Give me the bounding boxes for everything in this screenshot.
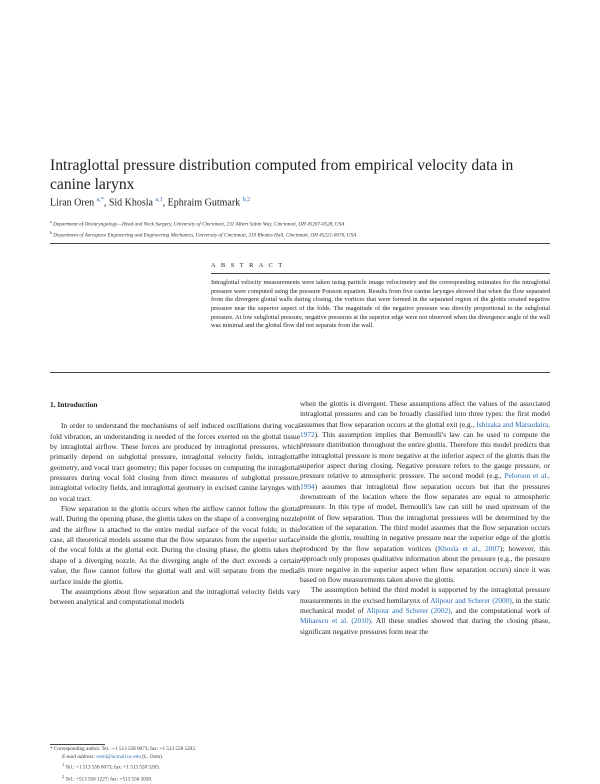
footnote-mark: * <box>50 746 53 752</box>
article-title: Intraglottal pressure distribution computed from empirical velocity data in canine larynx <box>50 157 514 193</box>
author-marks[interactable]: a,1 <box>155 197 163 203</box>
abstract-heading: A B S T R A C T <box>211 262 285 269</box>
affiliation <box>50 218 550 229</box>
paragraph: In order to understand the mechanisms of self induced oscillations during vocal fold vibration, an understanding is needed of the forces exerted on the glottal tissue by intraglottal airflow. These forces are produced by intraglottal pressures, which primarily depend on subglottal pressure, intraglottal velocity fields, intraglottal geometry, and vocal tract geometry; this paper focuses on computing the intraglottal pressures during vocal fold closing from direct measures of subglottal pressure, intraglottal velocity fields, and intraglottal geometry in excised canine larynges with no vocal tract. <box>50 421 300 503</box>
paragraph <box>300 399 550 585</box>
header-divider <box>50 243 550 244</box>
footnote-text: Corresponding author. Tel.: +1 513 558 0073; fax: +1 513 558 5203. <box>53 746 197 752</box>
citation-link[interactable]: Pelorson et al., 1994 <box>300 471 550 491</box>
citation-link[interactable]: Khosla et al., 2007 <box>437 543 500 553</box>
text-run: , and the computational work of <box>450 605 550 615</box>
paragraph <box>300 585 550 637</box>
author-marks[interactable]: b,2 <box>242 197 251 203</box>
author-name[interactable]: Ephraim Gutmark <box>167 197 241 209</box>
affiliation <box>50 229 550 240</box>
affiliation-mark: a <box>50 219 52 224</box>
right-column <box>300 399 550 637</box>
text-run: ). This assumption implies that Bernoulli's law can be used to compute the pressure distribution throughout the entire glottis. Therefore this model predicts that the intraglottal pressure is more negative at the inferior aspect of the glottis than the superior aspect during closing. Negative pressure refers to the gauge pressure, or pressure relative to atmospheric pressure. The second model (e.g., <box>300 430 550 481</box>
affiliation-text: Department of Aerospace Engineering and Engineering Mechanics, University of Cincinnati, 310 Rhodes Hall, Cincinnati, OH 45221-0070, USA <box>53 233 357 240</box>
author-name[interactable]: Sid Khosla <box>108 197 153 209</box>
footnotes <box>50 746 290 784</box>
affiliation-mark: b <box>50 230 52 236</box>
citation-link[interactable]: Alipour and Scherer (2002) <box>366 605 451 615</box>
text-run: ); however, this approach only proposes qualitative information about the pressure (e.g., the pressure is more negative in the superior aspect when flow separation occurs) since it was based on flow measurements taken above the glottis. <box>300 543 550 584</box>
text-run: , in the static mechanical model of <box>300 595 551 615</box>
text-run: when the glottis is divergent. These assumptions affect the values of the associated intraglottal pressures and can be broadly classified into three types: the first model assumes that flow separation occurs at the glottal exit (e.g., <box>300 399 550 429</box>
email-suffix: (L. Oren). <box>142 753 164 760</box>
footnote <box>50 761 290 772</box>
citation-link[interactable]: Alipour and Scherer (2000) <box>430 595 512 605</box>
affiliations <box>50 218 550 241</box>
footnote-mark: 1 <box>62 762 65 768</box>
footnote <box>50 773 290 784</box>
paragraph: Flow separation in the glottis occurs when the airflow cannot follow the glottal wall. During the opening phase, the glottis takes on the shape of a converging nozzle and the airflow is attached to the entire medial surface of the vocal folds; in this case, all theoretical models assume that the flow separates from the superior surface of the vocal folds at the glottal exit. During the closing phase, the glottis takes the shape of a diverging nozzle. As the diverging angle of the duct exceeds a certain value, the flow cannot follow the glottal wall and will separate from the medial surface inside the glottis. <box>50 504 300 586</box>
author-list: Liran Oren $^{a,*}$, Sid Khosla $^{a,1}$, Ephraim Gutmark $^{b,2}$ <box>50 197 251 209</box>
affiliation-text: Department of Otolaryngology—Head and Neck Surgery, University of Cincinnati, 231 Albert Sabin Way, Cincinnati, OH 45267-0528, USA <box>53 221 345 228</box>
email-label: E-mail address: <box>62 753 96 760</box>
author-marks[interactable]: a,* <box>96 197 104 203</box>
text-run: . All these studies showed that during the closing phase, significant negative pressures form near the <box>300 616 550 636</box>
footnote-divider <box>50 744 105 745</box>
footnote <box>50 746 290 754</box>
email-link[interactable]: orenl@ucmail.uc.edu <box>96 753 141 760</box>
author-name[interactable]: Liran Oren <box>50 197 95 209</box>
abstract-divider <box>211 273 550 274</box>
text-run: ) assumes that intraglottal flow separation occurs but that the pressures downstream of the location where the flow separates are equal to atmospheric pressure. In this type of model, Bernoulli's law can still be used upstream of the point of flow separation. Thus the intraglottal pressures will be determined by the location of the separation. The third model assumes that the flow separation occurs inside the glottis, resulting in negative pressure near the superior edge of the glottis produced by the flow separation vortices ( <box>300 481 550 553</box>
text-run: The assumption behind the third model is supported by the intraglottal pressure measurements in the excised hemilarynx of <box>300 585 550 605</box>
citation-link[interactable]: Mihaescu et al. (2010) <box>300 616 372 626</box>
body-divider <box>50 372 550 373</box>
footnote-email <box>50 754 290 762</box>
citation-link[interactable]: Ishizaka and Matsudaira, 1972 <box>300 419 550 440</box>
footnote-mark: 2 <box>62 773 65 779</box>
footnote-text: Tel.: +1 513 558 0073; fax: +1 513 558 5203. <box>65 764 161 771</box>
paragraph: The assumptions about flow separation and the intraglottal velocity fields vary between analytical and computational models <box>50 586 300 607</box>
footnote-text: Tel.: +513 556 1227; fax: +513 556 5038. <box>65 776 153 783</box>
left-column <box>50 400 300 608</box>
section-heading: 1. Introduction <box>50 400 98 409</box>
abstract-text: Intraglottal velocity measurements were taken using particle image velocimetry and the corresponding estimates for the intraglottal pressure were computed using the pressure Poisson equation. Results from five canine larynges showed that when the flow separated from the divergent glottal walls during closing, the vortices that were formed in the separated region of the glottis created negative pressure near the superior aspect of the folds. The magnitude of the negative pressure was directly proportional to the subglottal pressure. At low subglottal pressure, negative pressures at the superior edge were not observed when the divergence angle of the wall was minimal and the glottal flow did not separate from the wall. <box>211 279 550 330</box>
